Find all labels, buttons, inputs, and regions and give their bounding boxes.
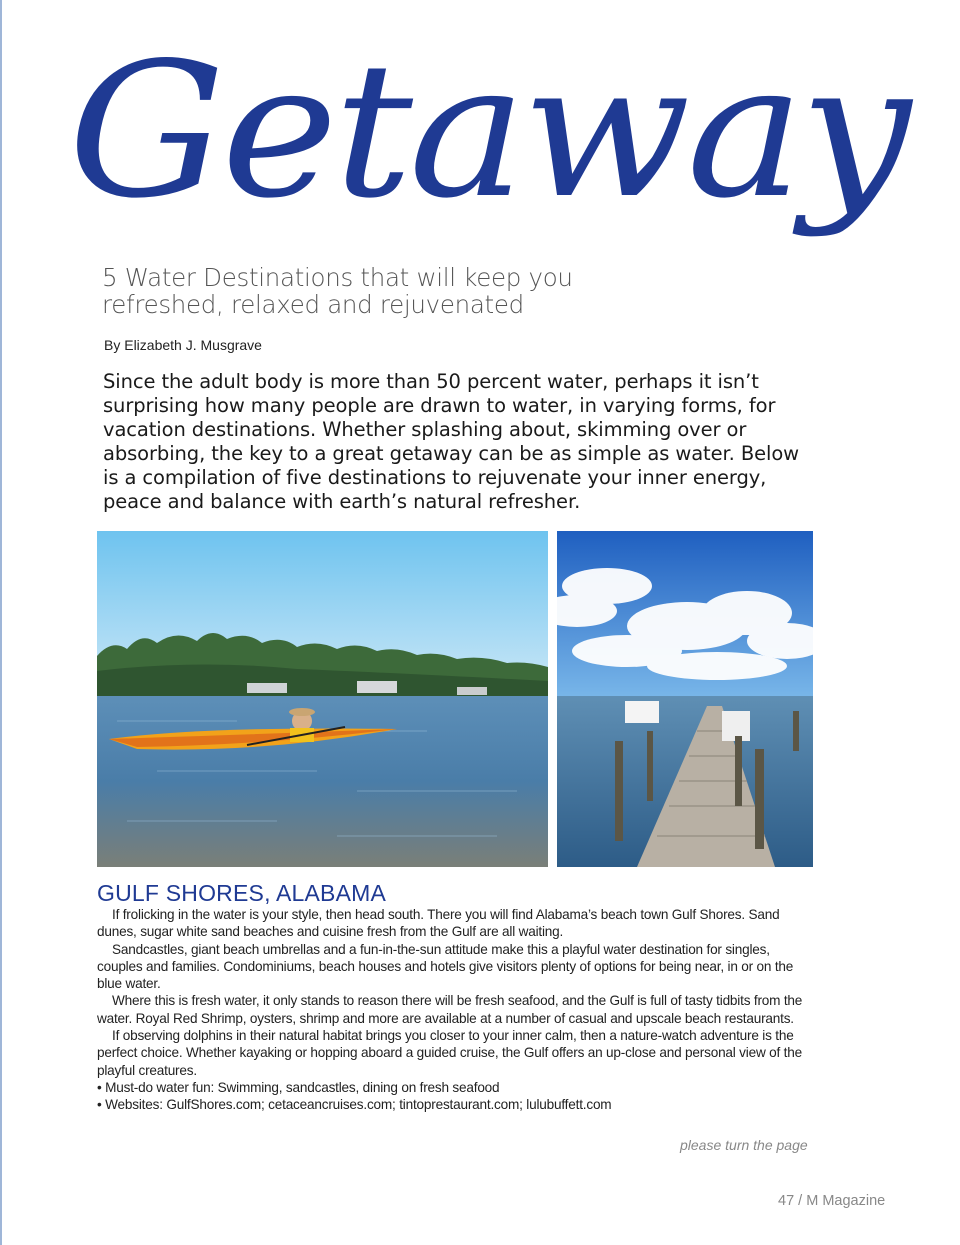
subtitle: 5 Water Destinations that will keep you refreshed, relaxed and rejuvenated <box>102 263 573 319</box>
bullet-must-do: • Must-do water fun: Swimming, sandcastles, dining on fresh seafood <box>97 1079 500 1095</box>
page-title: Getaway <box>68 22 907 239</box>
turn-page-note: please turn the page <box>680 1137 808 1153</box>
page-folio: 47 / M Magazine <box>778 1193 886 1209</box>
dock-photo <box>557 531 813 867</box>
body-paragraph: If observing dolphins in their natural habitat brings you closer to your inner calm, then a nature-watch adventure is the perfect choice. Whether kayaking or hopping aboard a guided cruise, the Gulf offers an up-close and personal view of the playful creatures. <box>97 1028 802 1078</box>
article-body <box>97 906 817 1114</box>
section-heading: GULF SHORES, ALABAMA <box>97 880 387 906</box>
body-paragraph: Sandcastles, giant beach umbrellas and a fun-in-the-sun attitude make this a playful water destination for singles, couples and families. Condominiums, beach houses and hotels give visitors plenty of options for being near, in or on the blue water. <box>97 941 794 992</box>
page-edge-rule <box>0 0 2 1245</box>
byline: By Elizabeth J. Musgrave <box>104 337 262 353</box>
body-paragraph: Where this is fresh water, it only stands to reason there will be fresh seafood, and the Gulf is full of tasty tidbits from the water. Royal Red Shrimp, oysters, shrimp and more are available at a number of casual and upscale beach restaurants. <box>97 993 803 1026</box>
intro-paragraph: Since the adult body is more than 50 percent water, perhaps it isn’t surprising how many people are drawn to water, in varying forms, for vacation destinations. Whether splashing about, skimming over or absorbing, the key to a great getaway can be as simple as water. Below is a compilation of five destinations to rejuvenate your inner energy, peace and balance with earth’s natural refresher. <box>103 370 800 513</box>
body-paragraph: If frolicking in the water is your style, then head south. There you will find Alabama’s beach town Gulf Shores. Sand dunes, sugar white sand beaches and cuisine fresh from the Gulf are all waiting. <box>97 907 780 940</box>
bullet-websites: • Websites: GulfShores.com; cetaceancruises.com; tintoprestaurant.com; lulubuffett.com <box>97 1097 612 1113</box>
kayak-photo <box>97 531 548 867</box>
